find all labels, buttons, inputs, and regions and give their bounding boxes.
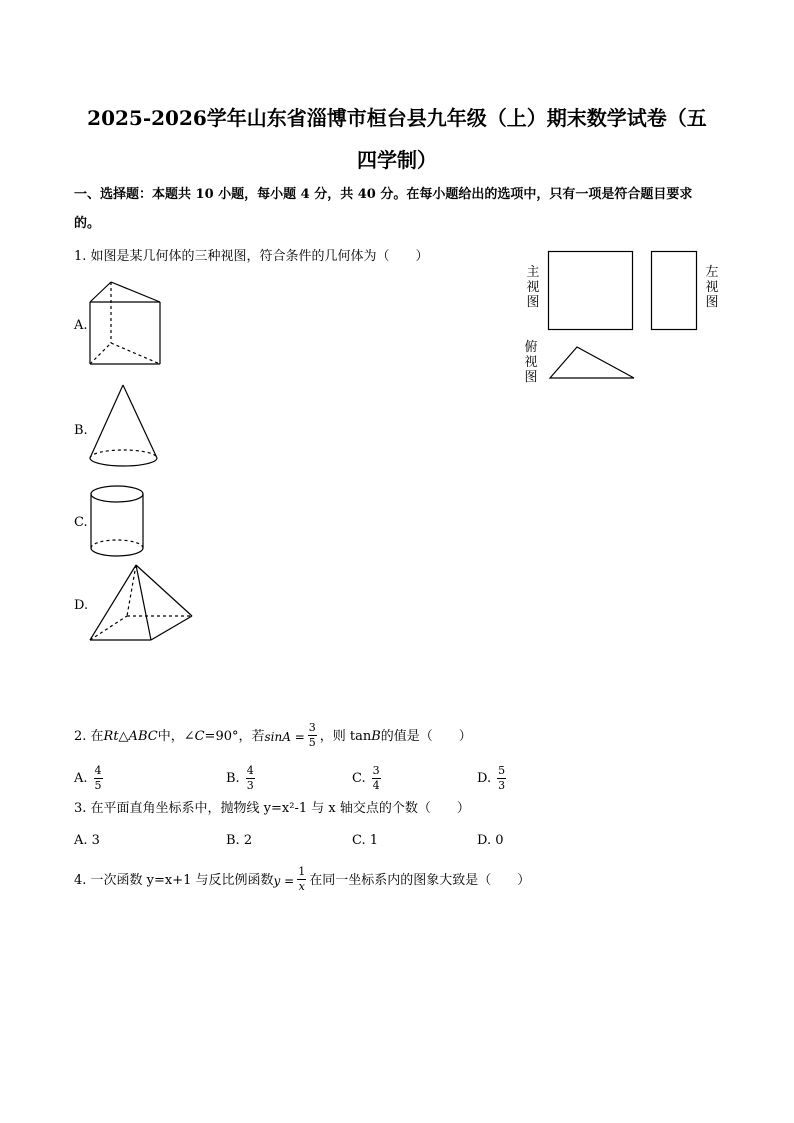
question-1-stem: 1. 如图是某几何体的三种视图，符合条件的几何体为（ ） [74, 249, 429, 264]
left-view-label [705, 265, 719, 310]
q2-option-b-fraction [246, 765, 255, 792]
q2-rt-triangle: Rt△ABC [103, 728, 158, 744]
q2-option-d [477, 765, 506, 792]
q4-stem-b: 在同一坐标系内的图象大致是（ ） [309, 872, 531, 888]
q2-option-c-fraction [372, 765, 381, 792]
q1-option-a-label: A. [74, 318, 88, 333]
q3-option-a: A. 3 [74, 833, 100, 848]
q2-stem-c: =90°，若 [204, 728, 265, 744]
q2-angle-b: B [371, 728, 381, 744]
q2-option-c-den: 4 [372, 779, 380, 792]
q2-fraction [308, 722, 317, 749]
q3-option-c: C. 1 [352, 833, 379, 848]
top-view-triangle [550, 347, 634, 378]
q2-frac-num: 3 [308, 721, 316, 734]
cylinder-figure [88, 482, 168, 562]
front-view-label [526, 265, 540, 310]
question-4-stem [74, 867, 530, 894]
q2-option-d-label: D. [477, 770, 492, 786]
q2-stem-a: 2. 在 [74, 728, 104, 744]
q1-option-c-label: C. [74, 515, 88, 530]
q2-option-c-label: C. [352, 770, 366, 786]
cone-figure [88, 384, 168, 474]
q2-option-a [74, 765, 103, 792]
q2-stem-b: 中，∠ [157, 728, 195, 744]
left-view-label-text: 左 视 图 [705, 265, 719, 310]
triangular-prism-figure [88, 280, 168, 370]
q2-option-c [352, 765, 381, 792]
left-view-rect [652, 252, 697, 330]
q2-angle-c: C [194, 728, 205, 744]
q4-frac-num: 1 [298, 865, 306, 878]
question-2-stem [74, 723, 472, 750]
q2-sin-a: sinA = [264, 729, 305, 744]
q2-option-b-den: 3 [246, 779, 254, 792]
exam-title-line1: 2025-2026学年山东省淄博市桓台县九年级（上）期末数学试卷（五 [87, 106, 707, 130]
q2-option-b-label: B. [226, 770, 240, 786]
front-view-square [549, 252, 633, 330]
q2-option-a-label: A. [74, 770, 88, 786]
section-heading: 一、选择题：本题共 10 小题，每小题 4 分，共 40 分。在每小题给出的选项中，只有一项是符合题目要求 [74, 187, 693, 202]
q2-stem-d: ，则 tan [319, 728, 372, 744]
q2-option-d-fraction [497, 765, 506, 792]
q4-y-eq: y = [273, 873, 295, 888]
q2-option-b [226, 765, 255, 792]
q2-option-b-num: 4 [246, 764, 254, 777]
q1-option-d-label: D. [74, 598, 89, 613]
question-3-stem: 3. 在平面直角坐标系中，抛物线 y=x²-1 与 x 轴交点的个数（ ） [74, 801, 470, 816]
q3-option-b: B. 2 [226, 833, 253, 848]
q2-frac-den: 5 [308, 736, 316, 749]
q2-option-c-num: 3 [372, 764, 380, 777]
front-view-label-text: 主 视 图 [526, 265, 540, 310]
section-heading-cont: 的。 [74, 216, 101, 231]
q4-fraction [297, 866, 306, 893]
top-view-label [524, 340, 538, 385]
q2-option-a-den: 5 [94, 779, 102, 792]
q2-option-d-num: 5 [498, 764, 506, 777]
exam-title-line2: 四学制） [357, 148, 437, 172]
q1-option-b-label: B. [74, 423, 88, 438]
q3-option-d: D. 0 [477, 833, 504, 848]
q2-option-d-den: 3 [498, 779, 506, 792]
top-view-label-text: 俯 视 图 [524, 340, 538, 385]
q2-option-a-num: 4 [94, 764, 102, 777]
q2-option-a-fraction [94, 765, 103, 792]
q2-stem-e: 的值是（ ） [380, 728, 472, 744]
q4-frac-den: x [298, 880, 305, 893]
q4-stem-a: 4. 一次函数 y=x+1 与反比例函数 [74, 872, 274, 888]
square-pyramid-figure [88, 562, 208, 652]
